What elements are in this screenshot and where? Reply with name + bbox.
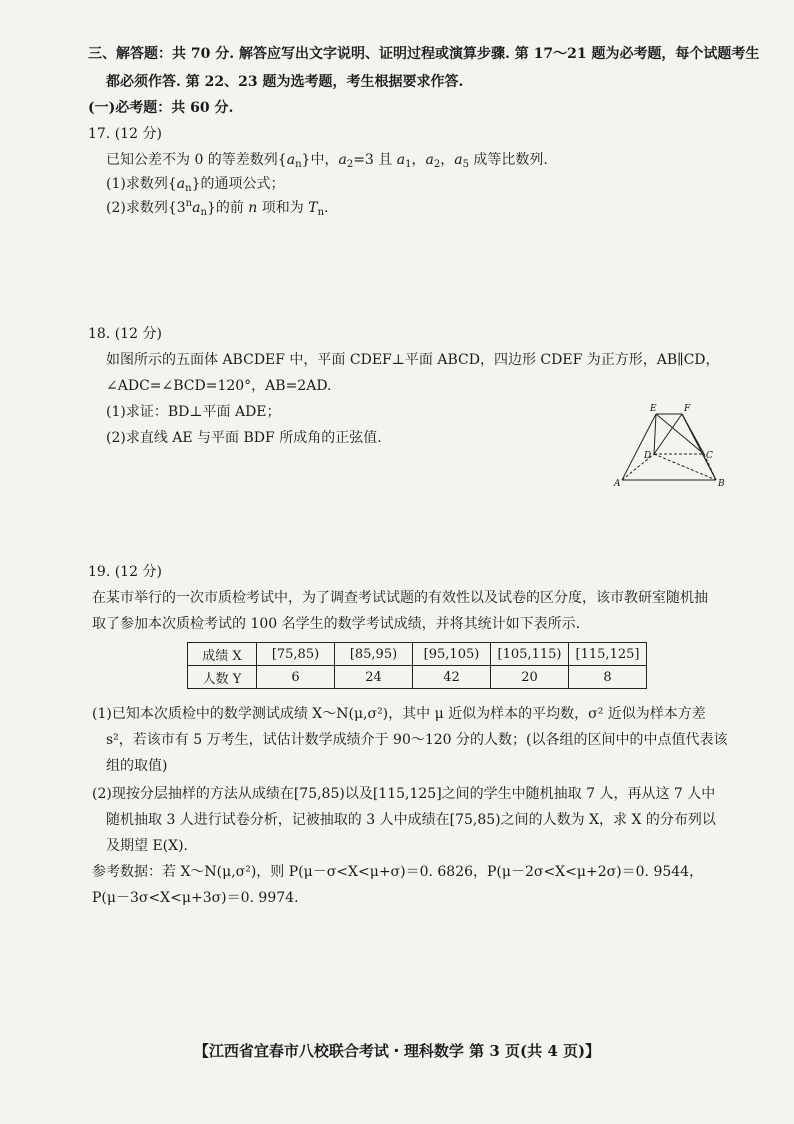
label-f: F — [684, 404, 691, 414]
q17-header: 17. (12 分) — [88, 126, 162, 142]
q19-part2-line1: (2)现按分层抽样的方法从成绩在[75,85)以及[115,125]之间的学生中随机抽取 7 人，再从这 7 人中 — [92, 786, 716, 802]
section-three-line2: 都必须作答. 第 22、23 题为选考题，考生根据要求作答. — [106, 74, 464, 90]
q19-reference-line2: P(μ－3σ<X<μ+3σ)＝0. 9974. — [92, 890, 299, 906]
q18-line2: ∠ADC=∠BCD=120°，AB=2AD. — [106, 378, 332, 394]
interval-cell: [105,115) — [491, 643, 569, 666]
row-label-count: 人数 Y — [188, 666, 257, 689]
q19-part2-line2: 随机抽取 3 人进行试卷分析，记被抽取的 3 人中成绩在[75,85)之间的人数为 X，求 X 的分布列以 — [106, 812, 716, 828]
table-row — [188, 643, 647, 666]
edge-ae — [622, 414, 656, 480]
q18-header: 18. (12 分) — [88, 326, 162, 342]
interval-cell: [95,105) — [413, 643, 491, 666]
q19-part2-line3: 及期望 E(X). — [106, 838, 189, 854]
count-cell: 6 — [257, 666, 335, 689]
page-footer: 【江西省宜春市八校联合考试・理科数学 第 3 页(共 4 页)】 — [193, 1042, 601, 1060]
table-row — [188, 666, 647, 689]
q19-intro2: 取了参加本次质检考试的 100 名学生的数学考试成绩，并将其统计如下表所示. — [92, 616, 581, 632]
row-label-score: 成绩 X — [188, 643, 257, 666]
q19-part1-line2: s²，若该市有 5 万考生，试估计数学成绩介于 90～120 分的人数；(以各组的区间中的中点值代表该 — [106, 732, 728, 748]
diag-fd — [654, 414, 682, 454]
diag-ec — [656, 414, 704, 454]
label-a: A — [614, 479, 621, 488]
section-three-line1: 三、解答题：共 70 分. 解答应写出文字说明、证明过程或演算步骤. 第 17～21 题为必考题，每个试题考生 — [88, 46, 760, 62]
q18-line1: 如图所示的五面体 ABCDEF 中，平面 CDEF⊥平面 ABCD，四边形 CDEF 为正方形，AB∥CD， — [106, 352, 720, 368]
required-questions-label: (一)必考题：共 60 分. — [88, 100, 234, 116]
q18-part1: (1)求证：BD⊥平面 ADE； — [106, 404, 281, 420]
count-cell: 42 — [413, 666, 491, 689]
interval-cell: [75,85) — [257, 643, 335, 666]
q19-intro1: 在某市举行的一次市质检考试中，为了调查考试试题的有效性以及试卷的区分度，该市教研室随机抽 — [92, 590, 708, 606]
q19-header: 19. (12 分) — [88, 564, 162, 580]
q19-reference-line1: 参考数据：若 X～N(μ,σ²)，则 P(μ－σ<X<μ+σ)＝0. 6826，P(μ－2σ<X<μ+2σ)＝0. 9544， — [92, 864, 704, 880]
pentahedron-figure — [612, 400, 732, 488]
q17-part1: (1)求数列$\{a_n\}$的通项公式； — [106, 176, 285, 194]
q17-part2: (2)求数列$\{3^na_n\}$的前 n 项和为 $T_n$. — [106, 198, 329, 218]
score-table — [187, 642, 647, 689]
q17-stem: 已知公差不为 0 的等差数列$\{a_n\}$中，$a_2=3$ 且 $a_1$，$a_2$，$a_5$ 成等比数列. — [106, 152, 548, 170]
count-cell: 8 — [569, 666, 647, 689]
q19-part1-line3: 组的取值) — [106, 758, 168, 774]
label-e: E — [650, 404, 657, 414]
count-cell: 20 — [491, 666, 569, 689]
label-b: B — [718, 479, 725, 488]
label-d: D — [644, 451, 652, 461]
label-c: C — [706, 451, 713, 461]
q19-part1-line1: (1)已知本次质检中的数学测试成绩 X～N(μ,σ²)，其中 μ 近似为样本的平均数，σ² 近似为样本方差 — [92, 706, 706, 722]
interval-cell: [115,125] — [569, 643, 647, 666]
count-cell: 24 — [335, 666, 413, 689]
q18-part2: (2)求直线 AE 与平面 BDF 所成角的正弦值. — [106, 430, 382, 446]
edge-ed — [654, 414, 656, 454]
interval-cell: [85,95) — [335, 643, 413, 666]
